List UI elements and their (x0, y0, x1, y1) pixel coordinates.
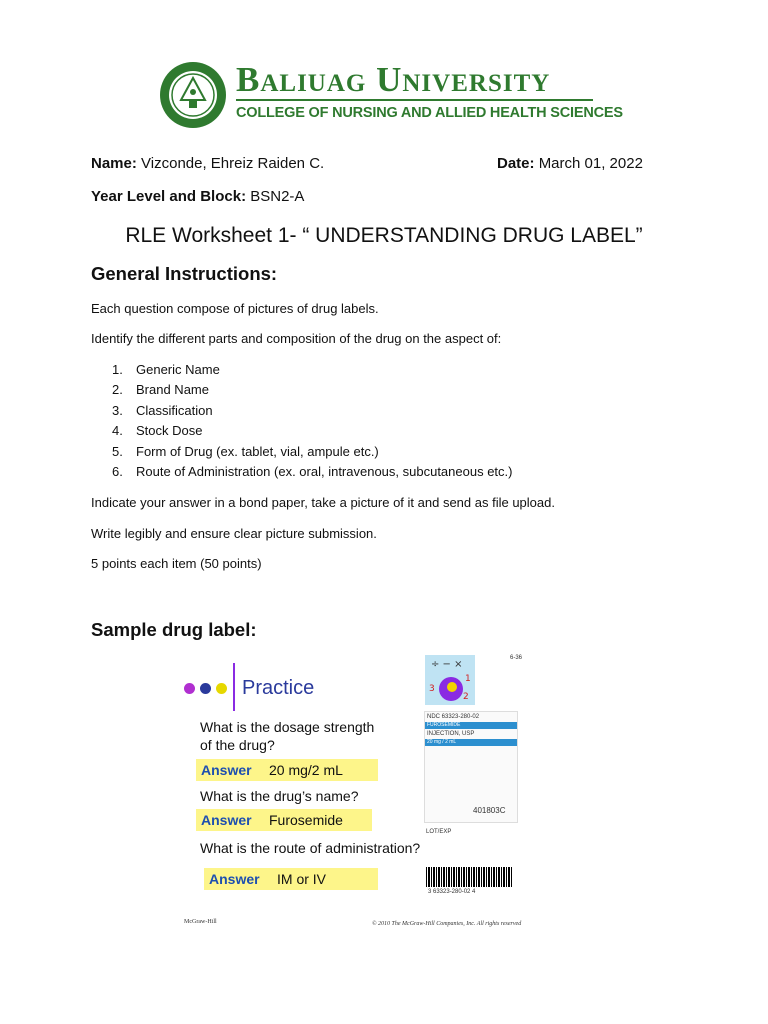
list-number: 1. (112, 362, 123, 377)
barcode-icon (426, 867, 512, 887)
answer-value: 20 mg/2 mL (269, 762, 343, 778)
answer-label: Answer (209, 871, 260, 887)
name-field (91, 155, 324, 172)
sample-heading: Sample drug label: (91, 619, 257, 640)
instruction-paragraph: Each question compose of pictures of drug labels. (91, 301, 379, 316)
answer-value: IM or IV (277, 871, 327, 887)
header-divider (236, 99, 593, 101)
label-dose: 20 mg / 2 mL (425, 739, 517, 746)
sample-drug-label-slide (180, 651, 540, 933)
answer-2-box (196, 809, 372, 831)
year-block-label: Year Level and Block: (91, 188, 247, 205)
label-ndc: NDC 63323-280-02 (427, 714, 480, 720)
label-lot-exp: LOT/EXP (426, 829, 452, 835)
name-value: Vizconde, Ehreiz Raiden C. (141, 155, 325, 172)
label-drug-name: FUROSEMIDE (425, 722, 517, 729)
instruction-paragraph: 5 points each item (50 points) (91, 556, 262, 571)
list-number: 3. (112, 402, 123, 418)
list-item-text: Brand Name (136, 382, 209, 398)
label-code: 401803C (473, 806, 506, 815)
slide-footer-left: McGraw-Hill (184, 919, 217, 925)
svg-text:÷ − ×: ÷ − × (431, 659, 463, 670)
answer-value: Furosemide (269, 812, 343, 828)
list-item-text: Stock Dose (136, 423, 203, 439)
slide-title: Practice (242, 677, 315, 699)
list-number: 2. (112, 382, 123, 398)
list-item (112, 442, 512, 462)
date-value: March 01, 2022 (538, 155, 643, 172)
question-2: What is the drug’s name? (200, 788, 359, 804)
slide-page-ref: 6-36 (510, 655, 523, 661)
list-item (112, 380, 512, 400)
instruction-paragraph: Identify the different parts and composition of the drug on the aspect of: (91, 331, 502, 346)
list-item (112, 462, 512, 482)
instruction-paragraph: Indicate your answer in a bond paper, take a picture of it and send as file upload. (91, 495, 555, 510)
list-item-text: Classification (136, 402, 213, 418)
list-number: 4. (112, 423, 123, 439)
year-block-value: BSN2-A (250, 188, 305, 205)
math-head-icon (425, 655, 475, 705)
answer-3-box (204, 868, 378, 890)
slide-divider (233, 663, 235, 711)
list-item-text: Form of Drug (ex. tablet, vial, ampule etc.) (136, 443, 379, 459)
answer-label: Answer (201, 812, 252, 828)
instructions-heading: General Instructions: (91, 263, 278, 284)
label-injection: INJECTION, USP (427, 731, 475, 737)
college-name: COLLEGE OF NURSING AND ALLIED HEALTH SCIENCES (236, 105, 623, 121)
svg-text:1: 1 (465, 674, 471, 684)
list-number: 6. (112, 463, 123, 479)
list-item (112, 421, 512, 441)
answer-1-box (196, 759, 378, 781)
yellow-dot-icon (216, 683, 227, 694)
list-number: 5. (112, 443, 123, 459)
question-1-line-1: What is the dosage strength (200, 719, 375, 735)
instruction-paragraph: Write legibly and ensure clear picture submission. (91, 526, 377, 541)
worksheet-title: RLE Worksheet 1- “ UNDERSTANDING DRUG LABEL” (125, 224, 643, 247)
slide-footer-right: © 2010 The McGraw-Hill Companies, Inc. All rights reserved (372, 921, 522, 927)
name-label: Name: (91, 155, 137, 172)
aspects-list (112, 360, 512, 482)
list-item-text: Route of Administration (ex. oral, intravenous, subcutaneous etc.) (136, 463, 513, 479)
answer-label: Answer (201, 762, 252, 778)
university-name: Baliuag University (236, 60, 551, 99)
svg-text:3: 3 (429, 684, 435, 694)
list-item (112, 360, 512, 380)
barcode-number: 3 63323-280-02 4 (428, 889, 476, 895)
date-field (497, 155, 643, 172)
furosemide-label (424, 711, 518, 823)
university-seal-logo (158, 60, 228, 130)
question-3: What is the route of administration? (200, 840, 421, 856)
date-label: Date: (497, 155, 535, 172)
purple-dot-icon (184, 683, 195, 694)
list-item (112, 401, 512, 421)
question-1-line-2: of the drug? (200, 737, 275, 753)
year-block-field (91, 188, 304, 205)
blue-dot-icon (200, 683, 211, 694)
list-item-text: Generic Name (136, 362, 220, 377)
svg-text:2: 2 (463, 692, 469, 702)
